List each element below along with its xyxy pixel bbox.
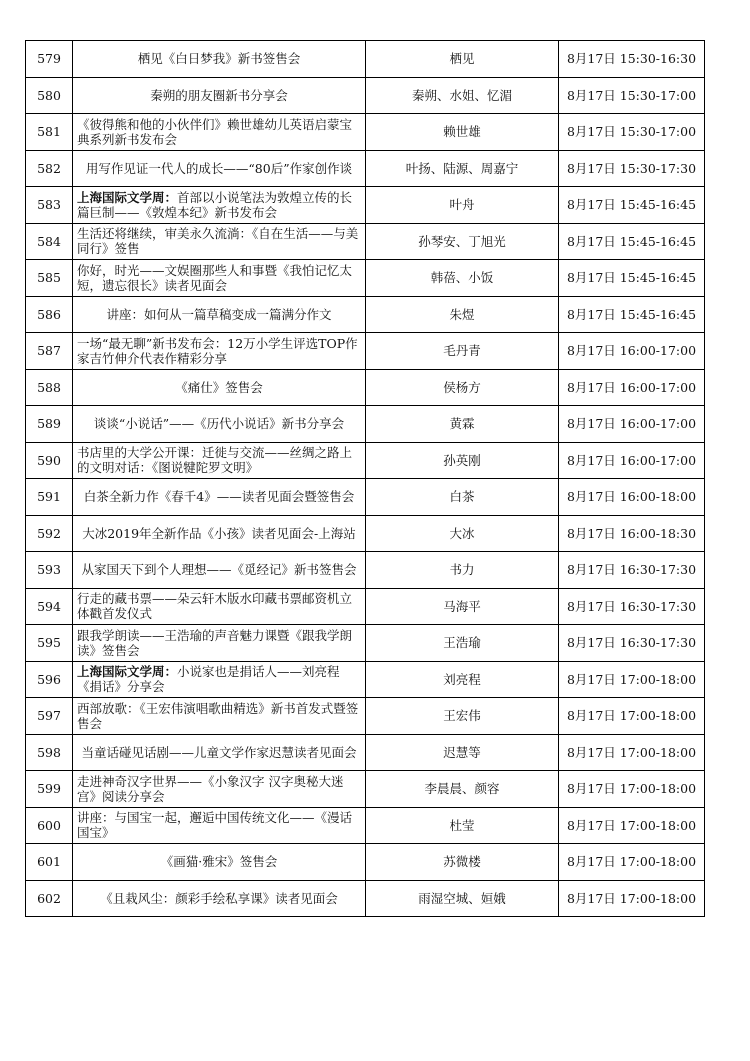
- row-number: 592: [26, 515, 73, 552]
- event-time: 8月17日 16:30-17:30: [559, 552, 705, 589]
- event-title-cell: [73, 150, 366, 187]
- event-time: 8月17日 15:30-17:00: [559, 114, 705, 151]
- table-row: [26, 296, 705, 333]
- event-title: 讲座：如何从一篇草稿变成一篇满分作文: [106, 306, 332, 322]
- event-title: 一场“最无聊”新书发布会：12万小学生评选TOP作家吉竹伸介代表作精彩分享: [77, 335, 358, 366]
- row-number: 590: [26, 442, 73, 479]
- event-title-cell: [73, 880, 366, 917]
- event-title: 走进神奇汉字世界——《小象汉字 汉字奥秘大迷宫》阅读分享会: [77, 773, 344, 804]
- event-time: 8月17日 15:30-16:30: [559, 41, 705, 78]
- event-title: 栖见《白日梦我》新书签售会: [137, 51, 301, 67]
- guest-name: 侯杨方: [366, 369, 559, 406]
- event-time: 8月17日 16:30-17:30: [559, 588, 705, 625]
- row-number: 597: [26, 698, 73, 735]
- guest-name: 赖世雄: [366, 114, 559, 151]
- event-title-cell: [73, 734, 366, 771]
- event-title-cell: [73, 588, 366, 625]
- event-time: 8月17日 16:30-17:30: [559, 625, 705, 662]
- event-title-cell: [73, 406, 366, 443]
- table-row: [26, 661, 705, 698]
- table-row: [26, 588, 705, 625]
- event-time: 8月17日 16:00-17:00: [559, 369, 705, 406]
- event-time: 8月17日 17:00-18:00: [559, 661, 705, 698]
- event-title: 讲座：与国宝一起，邂逅中国传统文化——《漫话国宝》: [77, 810, 353, 841]
- table-row: [26, 41, 705, 78]
- event-title-cell: [73, 515, 366, 552]
- event-series-prefix: 上海国际文学周：: [77, 664, 178, 680]
- event-title: 《且栽风尘：颜彩手绘私享课》读者见面会: [100, 890, 338, 906]
- guest-name: 韩蓓、小饭: [366, 260, 559, 297]
- guest-name: 叶扬、陆源、周嘉宁: [366, 150, 559, 187]
- guest-name: 刘亮程: [366, 661, 559, 698]
- event-title-cell: [73, 369, 366, 406]
- event-title: 白茶全新力作《春千4》——读者见面会暨签售会: [83, 489, 355, 505]
- event-title-cell: [73, 625, 366, 662]
- event-time: 8月17日 16:00-18:30: [559, 515, 705, 552]
- table-row: [26, 807, 705, 844]
- guest-name: 白茶: [366, 479, 559, 516]
- table-row: [26, 880, 705, 917]
- event-title: 你好，时光——文娱圈那些人和事暨《我怕记忆太短，遗忘很长》读者见面会: [77, 262, 353, 293]
- table-row: [26, 114, 705, 151]
- row-number: 595: [26, 625, 73, 662]
- guest-name: 大冰: [366, 515, 559, 552]
- guest-name: 迟慧等: [366, 734, 559, 771]
- guest-name: 孙琴安、丁旭光: [366, 223, 559, 260]
- event-title: 大冰2019年全新作品《小孩》读者见面会-上海站: [82, 525, 356, 541]
- event-title-cell: [73, 260, 366, 297]
- event-title-cell: [73, 442, 366, 479]
- row-number: 602: [26, 880, 73, 917]
- row-number: 588: [26, 369, 73, 406]
- row-number: 585: [26, 260, 73, 297]
- event-title: 用写作见证一代人的成长——“80后”作家创作谈: [85, 160, 353, 176]
- event-time: 8月17日 16:00-18:00: [559, 479, 705, 516]
- event-time: 8月17日 17:00-18:00: [559, 734, 705, 771]
- event-title-cell: [73, 333, 366, 370]
- event-title-cell: [73, 771, 366, 808]
- row-number: 580: [26, 77, 73, 114]
- row-number: 589: [26, 406, 73, 443]
- table-row: [26, 442, 705, 479]
- guest-name: 王浩瑜: [366, 625, 559, 662]
- event-schedule-body: [26, 41, 705, 917]
- guest-name: 苏微楼: [366, 844, 559, 881]
- row-number: 601: [26, 844, 73, 881]
- table-row: [26, 369, 705, 406]
- event-time: 8月17日 17:00-18:00: [559, 844, 705, 881]
- event-title-cell: [73, 661, 366, 698]
- event-schedule-table: [25, 40, 705, 917]
- event-title: 从家国天下到个人理想——《觅经记》新书签售会: [81, 562, 357, 578]
- guest-name: 孙英刚: [366, 442, 559, 479]
- event-title: 《画猫·雅宋》签售会: [160, 854, 278, 870]
- guest-name: 叶舟: [366, 187, 559, 224]
- event-title-cell: [73, 844, 366, 881]
- table-row: [26, 223, 705, 260]
- row-number: 581: [26, 114, 73, 151]
- event-time: 8月17日 16:00-17:00: [559, 406, 705, 443]
- event-title: 秦朔的朋友圈新书分享会: [150, 87, 288, 103]
- table-row: [26, 479, 705, 516]
- event-title-cell: [73, 41, 366, 78]
- guest-name: 栖见: [366, 41, 559, 78]
- event-time: 8月17日 16:00-17:00: [559, 442, 705, 479]
- event-title: 谈谈“小说话”——《历代小说话》新书分享会: [93, 416, 345, 432]
- event-title-cell: [73, 552, 366, 589]
- table-row: [26, 698, 705, 735]
- event-title: 行走的藏书票——朵云轩木版水印藏书票邮资机立体戳首发仪式: [77, 591, 353, 622]
- row-number: 599: [26, 771, 73, 808]
- event-title: 首部以小说笔法为敦煌立传的长篇巨制——《敦煌本纪》新书发布会: [77, 189, 353, 220]
- event-title: 《痛仕》签售会: [175, 379, 263, 395]
- guest-name: 朱煜: [366, 296, 559, 333]
- event-title: 书店里的大学公开课：迁徙与交流——丝绸之路上的文明对话：《图说犍陀罗文明》: [77, 445, 353, 476]
- event-title: 当童话碰见话剧——儿童文学作家迟慧读者见面会: [81, 744, 357, 760]
- event-title: 生活还将继续，审美永久流淌：《自在生活——与美同行》签售: [77, 226, 359, 257]
- row-number: 594: [26, 588, 73, 625]
- event-title-cell: [73, 77, 366, 114]
- event-time: 8月17日 15:45-16:45: [559, 260, 705, 297]
- guest-name: 王宏伟: [366, 698, 559, 735]
- guest-name: 杜莹: [366, 807, 559, 844]
- table-row: [26, 515, 705, 552]
- guest-name: 毛丹青: [366, 333, 559, 370]
- event-time: 8月17日 17:00-18:00: [559, 880, 705, 917]
- table-row: [26, 844, 705, 881]
- row-number: 579: [26, 41, 73, 78]
- event-time: 8月17日 15:30-17:00: [559, 77, 705, 114]
- guest-name: 李晨晨、颜容: [366, 771, 559, 808]
- event-time: 8月17日 15:45-16:45: [559, 187, 705, 224]
- row-number: 598: [26, 734, 73, 771]
- table-row: [26, 77, 705, 114]
- event-title-cell: [73, 296, 366, 333]
- row-number: 600: [26, 807, 73, 844]
- row-number: 584: [26, 223, 73, 260]
- event-title-cell: [73, 114, 366, 151]
- event-time: 8月17日 17:00-18:00: [559, 698, 705, 735]
- event-time: 8月17日 15:45-16:45: [559, 223, 705, 260]
- table-row: [26, 150, 705, 187]
- event-time: 8月17日 16:00-17:00: [559, 333, 705, 370]
- event-title: 《彼得熊和他的小伙伴们》赖世雄幼儿英语启蒙宝典系列新书发布会: [77, 116, 353, 147]
- table-row: [26, 260, 705, 297]
- event-time: 8月17日 17:00-18:00: [559, 771, 705, 808]
- table-row: [26, 187, 705, 224]
- event-title: 小说家也是捐话人——刘亮程《捐话》分享会: [77, 664, 340, 695]
- event-title-cell: [73, 698, 366, 735]
- event-time: 8月17日 17:00-18:00: [559, 807, 705, 844]
- event-title: 西部放歌：《王宏伟演唱歌曲精选》新书首发式暨签售会: [77, 700, 359, 731]
- guest-name: 马海平: [366, 588, 559, 625]
- row-number: 591: [26, 479, 73, 516]
- row-number: 586: [26, 296, 73, 333]
- event-title: 跟我学朗读——王浩瑜的声音魅力课暨《跟我学朗读》签售会: [77, 627, 353, 658]
- guest-name: 秦朔、水姐、忆湄: [366, 77, 559, 114]
- row-number: 583: [26, 187, 73, 224]
- event-title-cell: [73, 187, 366, 224]
- event-series-prefix: 上海国际文学周：: [77, 189, 178, 205]
- event-title-cell: [73, 479, 366, 516]
- table-row: [26, 333, 705, 370]
- event-time: 8月17日 15:45-16:45: [559, 296, 705, 333]
- row-number: 582: [26, 150, 73, 187]
- row-number: 596: [26, 661, 73, 698]
- row-number: 593: [26, 552, 73, 589]
- table-row: [26, 552, 705, 589]
- table-row: [26, 625, 705, 662]
- guest-name: 雨湿空城、姮娥: [366, 880, 559, 917]
- table-row: [26, 406, 705, 443]
- guest-name: 书力: [366, 552, 559, 589]
- table-row: [26, 734, 705, 771]
- event-title-cell: [73, 223, 366, 260]
- row-number: 587: [26, 333, 73, 370]
- event-time: 8月17日 15:30-17:30: [559, 150, 705, 187]
- guest-name: 黄霖: [366, 406, 559, 443]
- event-title-cell: [73, 807, 366, 844]
- table-row: [26, 771, 705, 808]
